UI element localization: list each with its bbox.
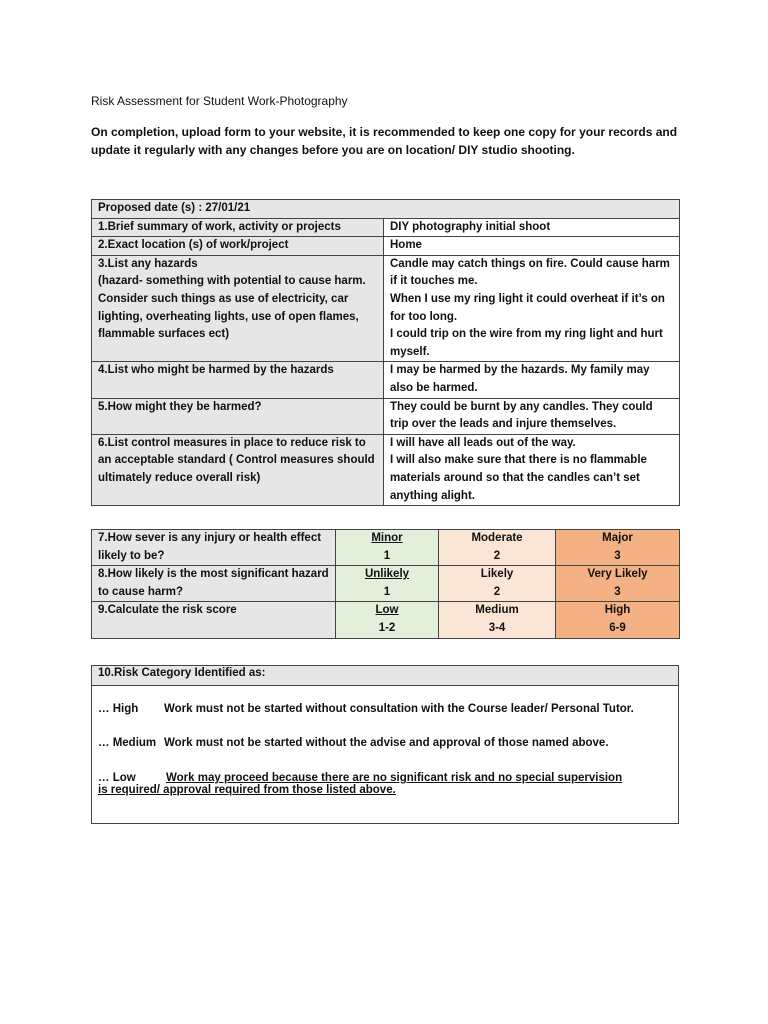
risk-category-box xyxy=(91,665,679,824)
high-text: Work must not be started without consultation with the Course leader/ Personal Tutor. xyxy=(164,703,634,715)
low-text-line2: is required/ approval required from those listed above. xyxy=(98,784,396,796)
matrix-row xyxy=(92,566,680,602)
answer-cell: They could be burnt by any candles. They could trip over the leads and injure themselves. xyxy=(384,398,680,434)
low-category-line xyxy=(98,772,670,796)
form-row xyxy=(92,255,680,362)
low-score-cell: Low 1-2 xyxy=(336,602,439,638)
matrix-question: 8.How likely is the most significant hazard to cause harm? xyxy=(92,566,336,602)
very-likely-cell: Very Likely 3 xyxy=(556,566,680,602)
medium-category-line xyxy=(98,737,609,749)
proposed-date-row xyxy=(92,200,680,219)
unlikely-cell: Unlikely 1 xyxy=(336,566,439,602)
question-cell: 4.List who might be harmed by the hazards xyxy=(92,362,384,398)
question-cell: 6.List control measures in place to reduce risk to an acceptable standard ( Control measures should ultimately reduce overall risk) xyxy=(92,434,384,505)
answer-cell: I may be harmed by the hazards. My family may also be harmed. xyxy=(384,362,680,398)
moderate-cell: Moderate 2 xyxy=(439,530,556,566)
proposed-date-cell: Proposed date (s) : 27/01/21 xyxy=(92,200,680,219)
risk-matrix-table xyxy=(91,529,680,639)
low-label: … Low xyxy=(98,772,136,784)
medium-label: … Medium xyxy=(98,737,157,749)
question-cell: 1.Brief summary of work, activity or projects xyxy=(92,218,384,237)
question-cell: 5.How might they be harmed? xyxy=(92,398,384,434)
form-row xyxy=(92,218,680,237)
matrix-row xyxy=(92,602,680,638)
high-label: … High xyxy=(98,703,139,715)
medium-score-cell: Medium 3-4 xyxy=(439,602,556,638)
high-category-line xyxy=(98,703,634,715)
matrix-question: 9.Calculate the risk score xyxy=(92,602,336,638)
high-score-cell: High 6-9 xyxy=(556,602,680,638)
intro-instructions: On completion, upload form to your website, it is recommended to keep one copy for your records and update it regularly with any changes before you are on location/ DIY studio shooting. xyxy=(91,125,678,157)
major-cell: Major 3 xyxy=(556,530,680,566)
risk-category-heading: 10.Risk Category Identified as: xyxy=(92,666,678,686)
form-row xyxy=(92,398,680,434)
answer-cell: Home xyxy=(384,237,680,256)
answer-cell: Candle may catch things on fire. Could cause harm if it touches me. When I use my ring light it could overheat if it’s on for too long. I could trip on the wire from my ring light and hurt myself. xyxy=(384,255,680,362)
matrix-question: 7.How sever is any injury or health effect likely to be? xyxy=(92,530,336,566)
likely-cell: Likely 2 xyxy=(439,566,556,602)
risk-assessment-form-table xyxy=(91,199,680,506)
answer-cell: I will have all leads out of the way. I will also make sure that there is no flammable materials around so that the candles can’t set anything alight. xyxy=(384,434,680,505)
answer-cell: DIY photography initial shoot xyxy=(384,218,680,237)
minor-cell: Minor 1 xyxy=(336,530,439,566)
medium-text: Work must not be started without the advise and approval of those named above. xyxy=(164,737,609,749)
document-title: Risk Assessment for Student Work-Photography xyxy=(91,94,348,108)
question-cell: 3.List any hazards (hazard- something with potential to cause harm. Consider such things as use of electricity, car lighting, overheating lights, use of open flames, flammable surfaces ect) xyxy=(92,255,384,362)
form-row xyxy=(92,434,680,505)
low-text-line1: Work may proceed because there are no significant risk and no special supervision xyxy=(166,772,623,784)
question-cell: 2.Exact location (s) of work/project xyxy=(92,237,384,256)
matrix-row xyxy=(92,530,680,566)
form-row xyxy=(92,362,680,398)
form-row xyxy=(92,237,680,256)
